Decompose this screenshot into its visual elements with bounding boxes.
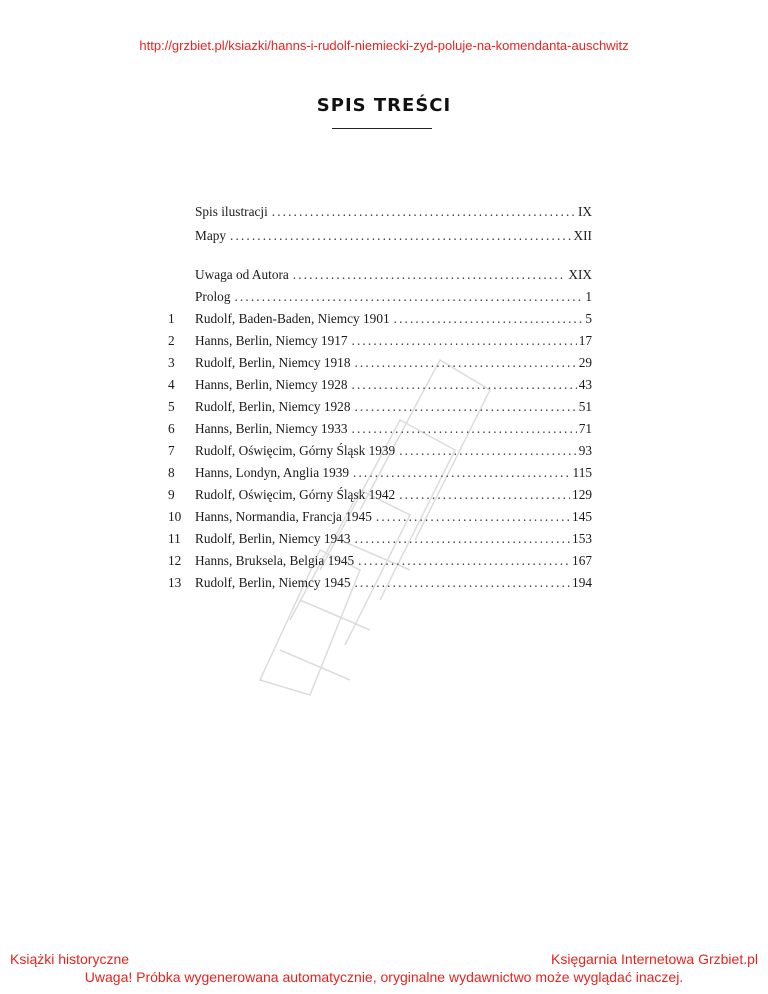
toc-entry-line xyxy=(195,225,592,247)
toc-entry-title: Rudolf, Oświęcim, Górny Śląsk 1942 xyxy=(195,487,396,502)
toc-dot-leader xyxy=(272,201,576,223)
toc-dot-leader xyxy=(358,550,570,572)
toc-entry-line xyxy=(195,550,592,572)
toc-page-number: XIX xyxy=(568,267,592,282)
toc-chapter-number: 1 xyxy=(168,311,175,326)
toc-entry-line xyxy=(195,264,592,286)
toc-entry-title: Hanns, Berlin, Niemcy 1933 xyxy=(195,421,348,436)
toc-entry-title: Spis ilustracji xyxy=(195,204,268,219)
toc-chapter-number: 5 xyxy=(168,399,175,414)
toc-page-number: XII xyxy=(573,228,592,243)
toc-entry[interactable] xyxy=(0,374,768,396)
toc-entry-title: Hanns, Berlin, Niemcy 1928 xyxy=(195,377,348,392)
toc-chapter-number: 12 xyxy=(168,553,182,568)
title-underline xyxy=(332,128,432,129)
toc-chapter-number: 7 xyxy=(168,443,175,458)
toc-page-number: 129 xyxy=(572,487,592,502)
toc-entry-line xyxy=(195,286,592,308)
toc-entry-line xyxy=(195,484,592,506)
toc-dot-leader xyxy=(352,374,577,396)
toc-chapter-number: 8 xyxy=(168,465,175,480)
toc-chapter-number: 2 xyxy=(168,333,175,348)
toc-page-number: 43 xyxy=(578,377,592,392)
toc-dot-leader xyxy=(399,484,570,506)
toc-entry-title: Rudolf, Berlin, Niemcy 1928 xyxy=(195,399,351,414)
toc-chapter-number: 13 xyxy=(168,575,182,590)
toc-dot-leader xyxy=(376,506,570,528)
toc-entry-title: Hanns, Bruksela, Belgia 1945 xyxy=(195,553,355,568)
toc-entry[interactable] xyxy=(0,418,768,440)
toc-chapter-number: 11 xyxy=(168,531,181,546)
toc-chapter-number: 3 xyxy=(168,355,175,370)
toc-entry-title: Hanns, Londyn, Anglia 1939 xyxy=(195,465,350,480)
toc-entry-line xyxy=(195,528,592,550)
toc-entry[interactable] xyxy=(0,352,768,374)
toc-page-number: 51 xyxy=(578,399,592,414)
toc-entry-line xyxy=(195,308,592,330)
toc-entry-line xyxy=(195,506,592,528)
toc-entry-line xyxy=(195,462,592,484)
toc-entry[interactable] xyxy=(0,225,768,247)
toc-entry-title: Uwaga od Autora xyxy=(195,267,289,282)
toc-entry[interactable] xyxy=(0,462,768,484)
toc-page-number: 145 xyxy=(572,509,592,524)
toc-chapter-number: 4 xyxy=(168,377,175,392)
toc-page-number: IX xyxy=(577,204,592,219)
toc-dot-leader xyxy=(293,264,567,286)
toc-entry-title: Rudolf, Baden-Baden, Niemcy 1901 xyxy=(195,311,390,326)
toc-entry-line xyxy=(195,374,592,396)
toc-entry[interactable] xyxy=(0,440,768,462)
toc-entry[interactable] xyxy=(0,264,768,286)
toc-entry-title: Mapy xyxy=(195,228,227,243)
toc-page-number: 71 xyxy=(578,421,592,436)
source-url-link[interactable]: http://grzbiet.pl/ksiazki/hanns-i-rudolf-niemiecki-zyd-poluje-na-komendanta-auschwitz xyxy=(139,38,629,53)
toc-entry-line xyxy=(195,418,592,440)
toc-dot-leader xyxy=(352,418,577,440)
toc-entry[interactable] xyxy=(0,201,768,223)
toc-entry-title: Rudolf, Berlin, Niemcy 1945 xyxy=(195,575,351,590)
toc-entry[interactable] xyxy=(0,550,768,572)
toc-entry-line xyxy=(195,572,592,594)
page-title: SPIS TREŚCI xyxy=(316,95,452,116)
toc-dot-leader xyxy=(234,286,583,308)
toc-entry[interactable] xyxy=(0,286,768,308)
toc-entry-title: Rudolf, Berlin, Niemcy 1943 xyxy=(195,531,351,546)
toc-entry-title: Rudolf, Oświęcim, Górny Śląsk 1939 xyxy=(195,443,396,458)
toc-dot-leader xyxy=(354,528,570,550)
toc-dot-leader xyxy=(230,225,572,247)
toc-page-number: 29 xyxy=(578,355,592,370)
toc-chapter-number: 9 xyxy=(168,487,175,502)
toc-page-number: 115 xyxy=(572,465,592,480)
toc-page-number: 153 xyxy=(572,531,592,546)
toc-entry-title: Prolog xyxy=(195,289,231,304)
footer-disclaimer: Uwaga! Próbka wygenerowana automatycznie, oryginalne wydawnictwo może wyglądać inaczej. xyxy=(84,969,684,985)
toc-dot-leader xyxy=(394,308,584,330)
toc-entry[interactable] xyxy=(0,330,768,352)
toc-dot-leader xyxy=(353,462,571,484)
toc-dot-leader xyxy=(354,572,570,594)
toc-entry[interactable] xyxy=(0,308,768,330)
toc-page-number: 194 xyxy=(572,575,592,590)
toc-entry-title: Hanns, Normandia, Francja 1945 xyxy=(195,509,372,524)
toc-entry[interactable] xyxy=(0,396,768,418)
toc-entry-line xyxy=(195,396,592,418)
toc-entry-line xyxy=(195,201,592,223)
toc-entry[interactable] xyxy=(0,528,768,550)
toc-dot-leader xyxy=(354,396,576,418)
toc-entry-title: Rudolf, Berlin, Niemcy 1918 xyxy=(195,355,351,370)
toc-page-number: 167 xyxy=(572,553,592,568)
toc-page-number: 93 xyxy=(578,443,592,458)
toc-page-number: 5 xyxy=(585,311,592,326)
toc-entry-line xyxy=(195,352,592,374)
footer-category: Książki historyczne xyxy=(10,951,130,967)
toc-entry[interactable] xyxy=(0,572,768,594)
toc-page-number: 17 xyxy=(578,333,592,348)
toc-dot-leader xyxy=(399,440,577,462)
toc-page-number: 1 xyxy=(585,289,592,304)
toc-dot-leader xyxy=(354,352,576,374)
toc-chapter-number: 10 xyxy=(168,509,182,524)
toc-entry[interactable] xyxy=(0,506,768,528)
toc-entry-line xyxy=(195,440,592,462)
toc-entry-line xyxy=(195,330,592,352)
footer-store-name: Księgarnia Internetowa Grzbiet.pl xyxy=(551,951,758,967)
toc-entry-title: Hanns, Berlin, Niemcy 1917 xyxy=(195,333,348,348)
toc-dot-leader xyxy=(352,330,577,352)
toc-entry[interactable] xyxy=(0,484,768,506)
toc-chapter-number: 6 xyxy=(168,421,175,436)
